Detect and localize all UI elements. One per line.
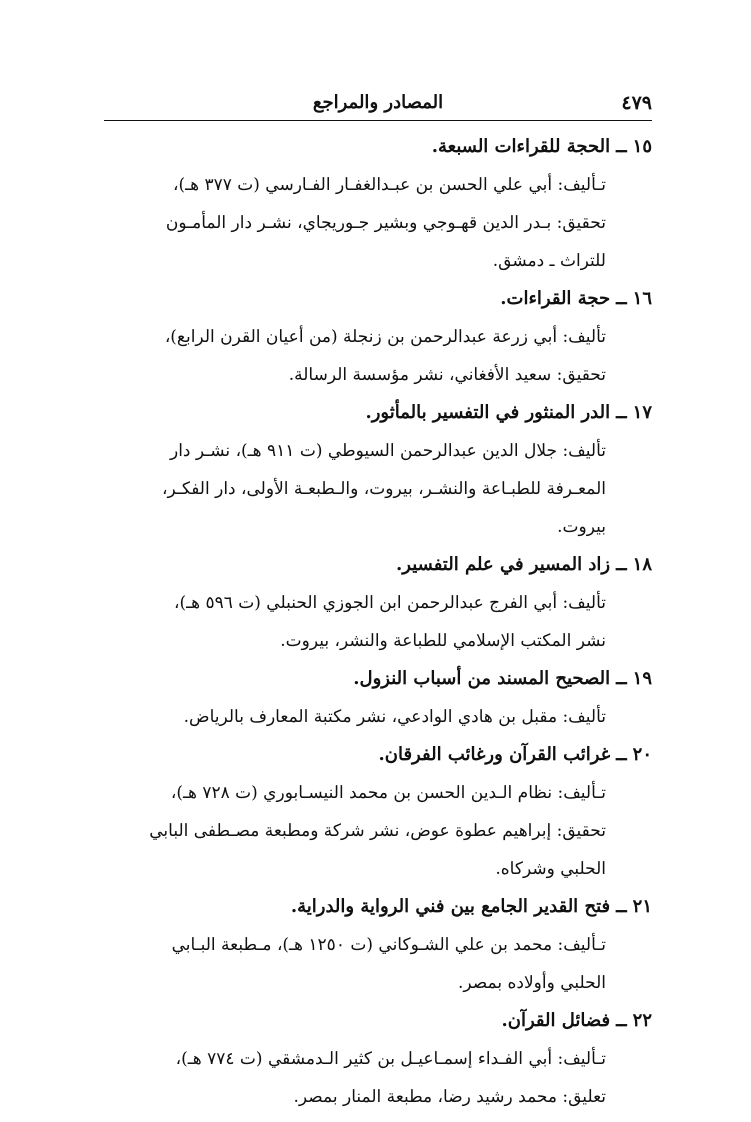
- entry-detail-line: تعليق: محمد رشيد رضا، مطبعة المنار بمصر.: [293, 1087, 606, 1107]
- entry-details: [96, 584, 652, 660]
- entry-details: [96, 432, 652, 546]
- entry-heading: [96, 546, 652, 584]
- entry-heading: [96, 660, 652, 698]
- entry-details: [96, 1040, 652, 1116]
- entry-number: ٢١: [632, 896, 652, 917]
- entry-dash: ــ: [616, 554, 627, 575]
- page-number: ٤٧٩: [621, 92, 652, 114]
- entry-detail-line: تأليف: جلال الدين عبدالرحمن السيوطي (ت ٩١١ هـ)، نشـر دار: [170, 441, 606, 461]
- entry-detail-line: تـأليف: نظام الـدين الحسن بن محمد النيسـابوري (ت ٧٢٨ هـ)،: [170, 783, 606, 803]
- entry-details: [96, 166, 652, 280]
- entry-detail-line: تحقيق: إبراهيم عطوة عوض، نشر شركة ومطبعة مصـطفى البابي: [149, 821, 606, 841]
- reference-list: [96, 128, 652, 1116]
- reference-entry: [96, 128, 652, 280]
- reference-entry: [96, 1002, 652, 1116]
- page-header: [104, 92, 652, 118]
- entry-detail-line: المعـرفة للطبـاعة والنشـر، بيروت، والـطبعـة الأولى، دار الفكـر،: [161, 479, 606, 499]
- entry-number: ١٩: [632, 668, 652, 689]
- entry-detail-line: تحقيق: بـدر الدين قهـوجي وبشير جـوريجاي، نشـر دار المأمـون: [165, 213, 606, 233]
- entry-dash: ــ: [616, 402, 627, 423]
- entry-heading: [96, 128, 652, 166]
- entry-dash: ــ: [616, 896, 627, 917]
- reference-entry: [96, 280, 652, 394]
- entry-heading: [96, 394, 652, 432]
- reference-entry: [96, 736, 652, 888]
- entry-details: [96, 774, 652, 888]
- entry-details: [96, 926, 652, 1002]
- entry-dash: ــ: [616, 288, 627, 309]
- entry-dash: ــ: [616, 136, 627, 157]
- entry-number: ١٧: [632, 402, 652, 423]
- entry-detail-line: بيروت.: [557, 517, 606, 537]
- entry-detail-line: تحقيق: سعيد الأفغاني، نشر مؤسسة الرسالة.: [288, 365, 606, 385]
- reference-entry: [96, 888, 652, 1002]
- entry-number: ١٥: [632, 136, 652, 157]
- entry-dash: ــ: [616, 668, 627, 689]
- entry-detail-line: تـأليف: محمد بن علي الشـوكاني (ت ١٢٥٠ هـ)، مـطبعة البـابي: [171, 935, 606, 955]
- entry-title: الحجة للقراءات السبعة.: [431, 136, 611, 157]
- entry-title: زاد المسير في علم التفسير.: [396, 554, 611, 575]
- entry-number: ١٦: [632, 288, 652, 309]
- entry-detail-line: تـأليف: أبي علي الحسن بن عبـدالغفـار الفـارسي (ت ٣٧٧ هـ)،: [172, 175, 606, 195]
- entry-heading: [96, 736, 652, 774]
- entry-dash: ــ: [616, 744, 627, 765]
- entry-number: ٢٢: [632, 1010, 652, 1031]
- entry-number: ٢٠: [632, 744, 652, 765]
- entry-title: حجة القراءات.: [500, 288, 611, 309]
- entry-detail-line: تأليف: أبي الفرج عبدالرحمن ابن الجوزي الحنبلي (ت ٥٩٦ هـ)،: [173, 593, 606, 613]
- entry-detail-line: تأليف: أبي زرعة عبدالرحمن بن زنجلة (من أعيان القرن الرابع)،: [164, 327, 606, 347]
- entry-title: الصحيح المسند من أسباب النزول.: [353, 668, 611, 689]
- entry-heading: [96, 1002, 652, 1040]
- entry-detail-line: الحلبي وأولاده بمصر.: [457, 973, 606, 993]
- reference-entry: [96, 394, 652, 546]
- entry-dash: ــ: [616, 1010, 627, 1031]
- entry-detail-line: للتراث ـ دمشق.: [492, 251, 606, 271]
- running-title: المصادر والمراجع: [312, 92, 444, 113]
- header-rule: [104, 120, 652, 121]
- entry-title: غرائب القرآن ورغائب الفرقان.: [378, 744, 611, 765]
- entry-detail-line: تـأليف: أبي الفـداء إسمـاعيـل بن كثير الـدمشقي (ت ٧٧٤ هـ)،: [175, 1049, 606, 1069]
- reference-entry: [96, 546, 652, 660]
- entry-number: ١٨: [632, 554, 652, 575]
- entry-detail-line: تأليف: مقبل بن هادي الوادعي، نشر مكتبة المعارف بالرياض.: [183, 707, 606, 727]
- entry-detail-line: نشر المكتب الإسلامي للطباعة والنشر، بيروت.: [280, 631, 606, 651]
- entry-heading: [96, 888, 652, 926]
- entry-heading: [96, 280, 652, 318]
- entry-title: الدر المنثور في التفسير بالمأثور.: [365, 402, 611, 423]
- reference-entry: [96, 660, 652, 736]
- entry-detail-line: الحلبي وشركاه.: [495, 859, 606, 879]
- entry-title: فضائل القرآن.: [501, 1010, 611, 1031]
- entry-details: [96, 698, 652, 736]
- entry-details: [96, 318, 652, 394]
- entry-title: فتح القدير الجامع بين فني الرواية والدراية.: [290, 896, 611, 917]
